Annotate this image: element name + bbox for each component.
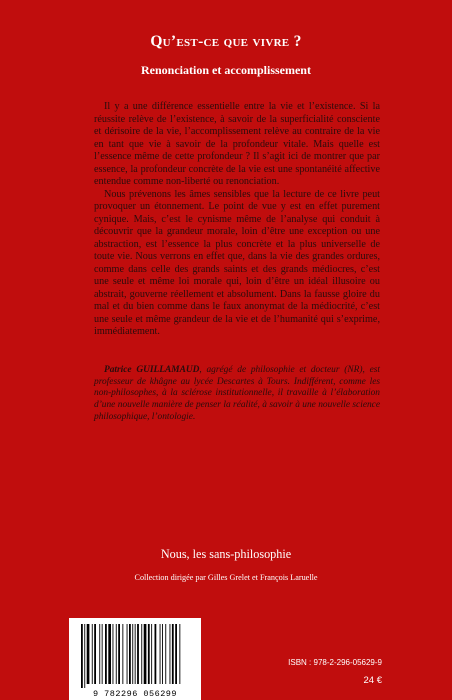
isbn: ISBN : 978-2-296-05629-9 [288, 658, 382, 667]
author-bio [94, 365, 380, 424]
barcode-digits: 9 782296 056299 [92, 689, 177, 699]
collection-credit: Collection dirigée par Gilles Grelet et François Laruelle [134, 573, 318, 582]
blurb-paragraph-2: Nous prévenons les âmes sensibles que la lecture de ce livre peut provoquer un étonnement. Le point de vue y est en effet purement cynique. Mais, c’est le cynisme même de l’analyse qui conduit à découvrir que la grandeur morale, loin d’être une exception ou une abstraction, est l’essence la plus concrète et la plus universelle de toute vie. Nous verrons en effet que, dans la vie des grandes ordures, comme dans celle des grands saints et des grands médiocres, c’est une seule et même loi morale qui, loin d’être un idéal illusoire ou abstrait, gouverne réellement et absolument. Dans la fausse gloire du mal et du bien comme dans le faux anonymat de la médiocrité, c’est une seule et même grandeur de la vie et de l’humanité qui s’exprime, immédiatement. [94, 188, 380, 337]
blurb-paragraph-1: Il y a une différence essentielle entre la vie et l’existence. Si la réussite relève de l’existence, à savoir de la superficialité consciente et dérisoire de la vie, l’accomplissement relève au contraire de la vie en tant que vie à savoir de la profondeur vitale. Mais quelle est l’essence même de cette profondeur ? Il s’agit ici de montrer que par essence, la profondeur concrète de la vie est une spontanéité affective entendue comme non-liberté ou renonciation. [94, 101, 380, 187]
price: 24 € [363, 675, 382, 686]
series-name: Nous, les sans-philosophie [160, 547, 292, 561]
author-bio-text: , agrégé de philosophie et docteur (NR), est professeur de khâgne au lycée Descartes à Tours. Indifférent, comme les non-philosophes, à la sclérose institutionnelle, il travaille à l’élaboration d’une nouvelle manière de penser la réalité, à savoir à une nouvelle science philosophique, l’ontologie. [94, 365, 380, 422]
barcode [69, 618, 201, 700]
book-subtitle: Renonciation et accomplissement [141, 63, 311, 77]
barcode-bars [69, 618, 201, 688]
book-title: Qu’est-ce que vivre ? [150, 33, 302, 50]
blurb [94, 101, 380, 339]
author-name: Patrice GUILLAMAUD [104, 365, 200, 375]
